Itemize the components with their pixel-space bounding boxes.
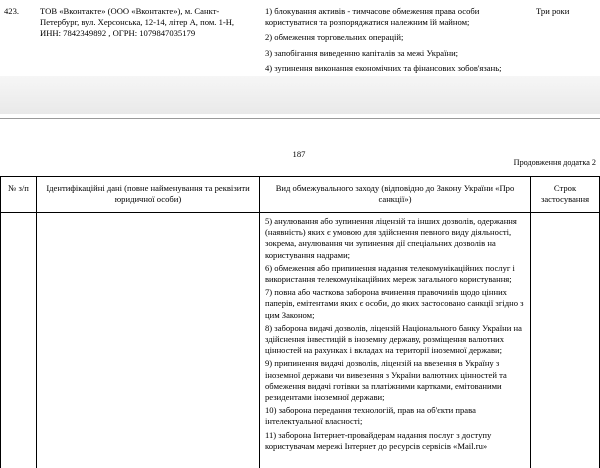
page-break-band xyxy=(0,76,600,114)
entry-identification: ТОВ «Вконтакте» (ООО «Вконтакте»), м. Санкт-Петербург, вул. Херсонська, 12-14, літер А, пом. 1-Н, ИНН: 7842349892 , ОГРН: 1079847035179 xyxy=(40,6,235,39)
entry-term: Три роки xyxy=(536,6,570,16)
measure-item: 10) заборона передання технологій, прав на об'єкти права інтелектуальної власності; xyxy=(265,405,476,427)
entry-number: 423. xyxy=(4,6,20,16)
continuation-label: Продовження додатка 2 xyxy=(513,158,596,167)
table-border-top xyxy=(0,176,600,177)
measure-item: 11) заборона Інтернет-провайдерам надання послуг з доступу користувачам мережі Інтернет до ресурсів сервісів «Mail.ru» xyxy=(265,429,492,451)
header-col-number: № з/п xyxy=(8,183,29,193)
header-col-term: Строк застосування xyxy=(540,183,590,205)
measure-item: 7) повна або часткова заборона вчинення правочинів щодо цінних паперів, емітентами яких є особи, до яких застосовано санкції згідно з цим Законом; xyxy=(265,287,524,320)
table-border-left xyxy=(0,176,1,468)
measure-item: 6) обмеження або припинення надання телекомунікаційних послуг і використання телекомунікаційних мереж загального користування; xyxy=(265,262,515,285)
measure-item: 9) припинення видачі дозволів, ліцензій на ввезення в Україну з іноземної держави чи вивезення з України валютних цінностей та обмеження видачі готівки за платіжними картками, емітованими резидентами іноземної держави; xyxy=(265,358,507,403)
measure-item: 1) блокування активів - тимчасове обмеження права особи користуватися та розпоряджатися належним їй майном; xyxy=(265,6,480,28)
measure-item: 2) обмеження торговельних операцій; xyxy=(265,32,404,43)
table-col-divider xyxy=(36,176,37,468)
table-header-divider xyxy=(0,212,600,213)
measure-item: 3) запобігання виведенню капіталів за межі України; xyxy=(265,47,459,58)
entry-measures-list xyxy=(265,6,527,78)
measure-item: 5) анулювання або зупинення ліцензій та інших дозволів, одержання (наявність) яких є умовою для здійснення певного виду діяльності, зокрема, анулювання чи зупинення дії спеціальних дозволів на користування надрами; xyxy=(265,216,517,260)
measure-item: 4) зупинення виконання економічних та фінансових зобов'язань; xyxy=(265,62,502,73)
table-col-divider xyxy=(259,176,260,468)
header-col-identification: Ідентифікаційні дані (повне найменування та реквізити юридичної особи) xyxy=(46,183,250,205)
page-number: 187 xyxy=(292,149,306,159)
header-col-measure: Вид обмежувального заходу (відповідно до Закону України «Про санкції») xyxy=(275,183,515,205)
measures-continued-list xyxy=(265,216,527,454)
measure-item: 8) заборона видачі дозволів, ліцензій Національного банку України на здійснення інвестицій в іноземну державу, розміщення валютних цінностей на рахунках і вкладах на території іноземної держави; xyxy=(265,322,522,356)
page-divider xyxy=(0,118,600,119)
table-col-divider xyxy=(530,176,531,468)
